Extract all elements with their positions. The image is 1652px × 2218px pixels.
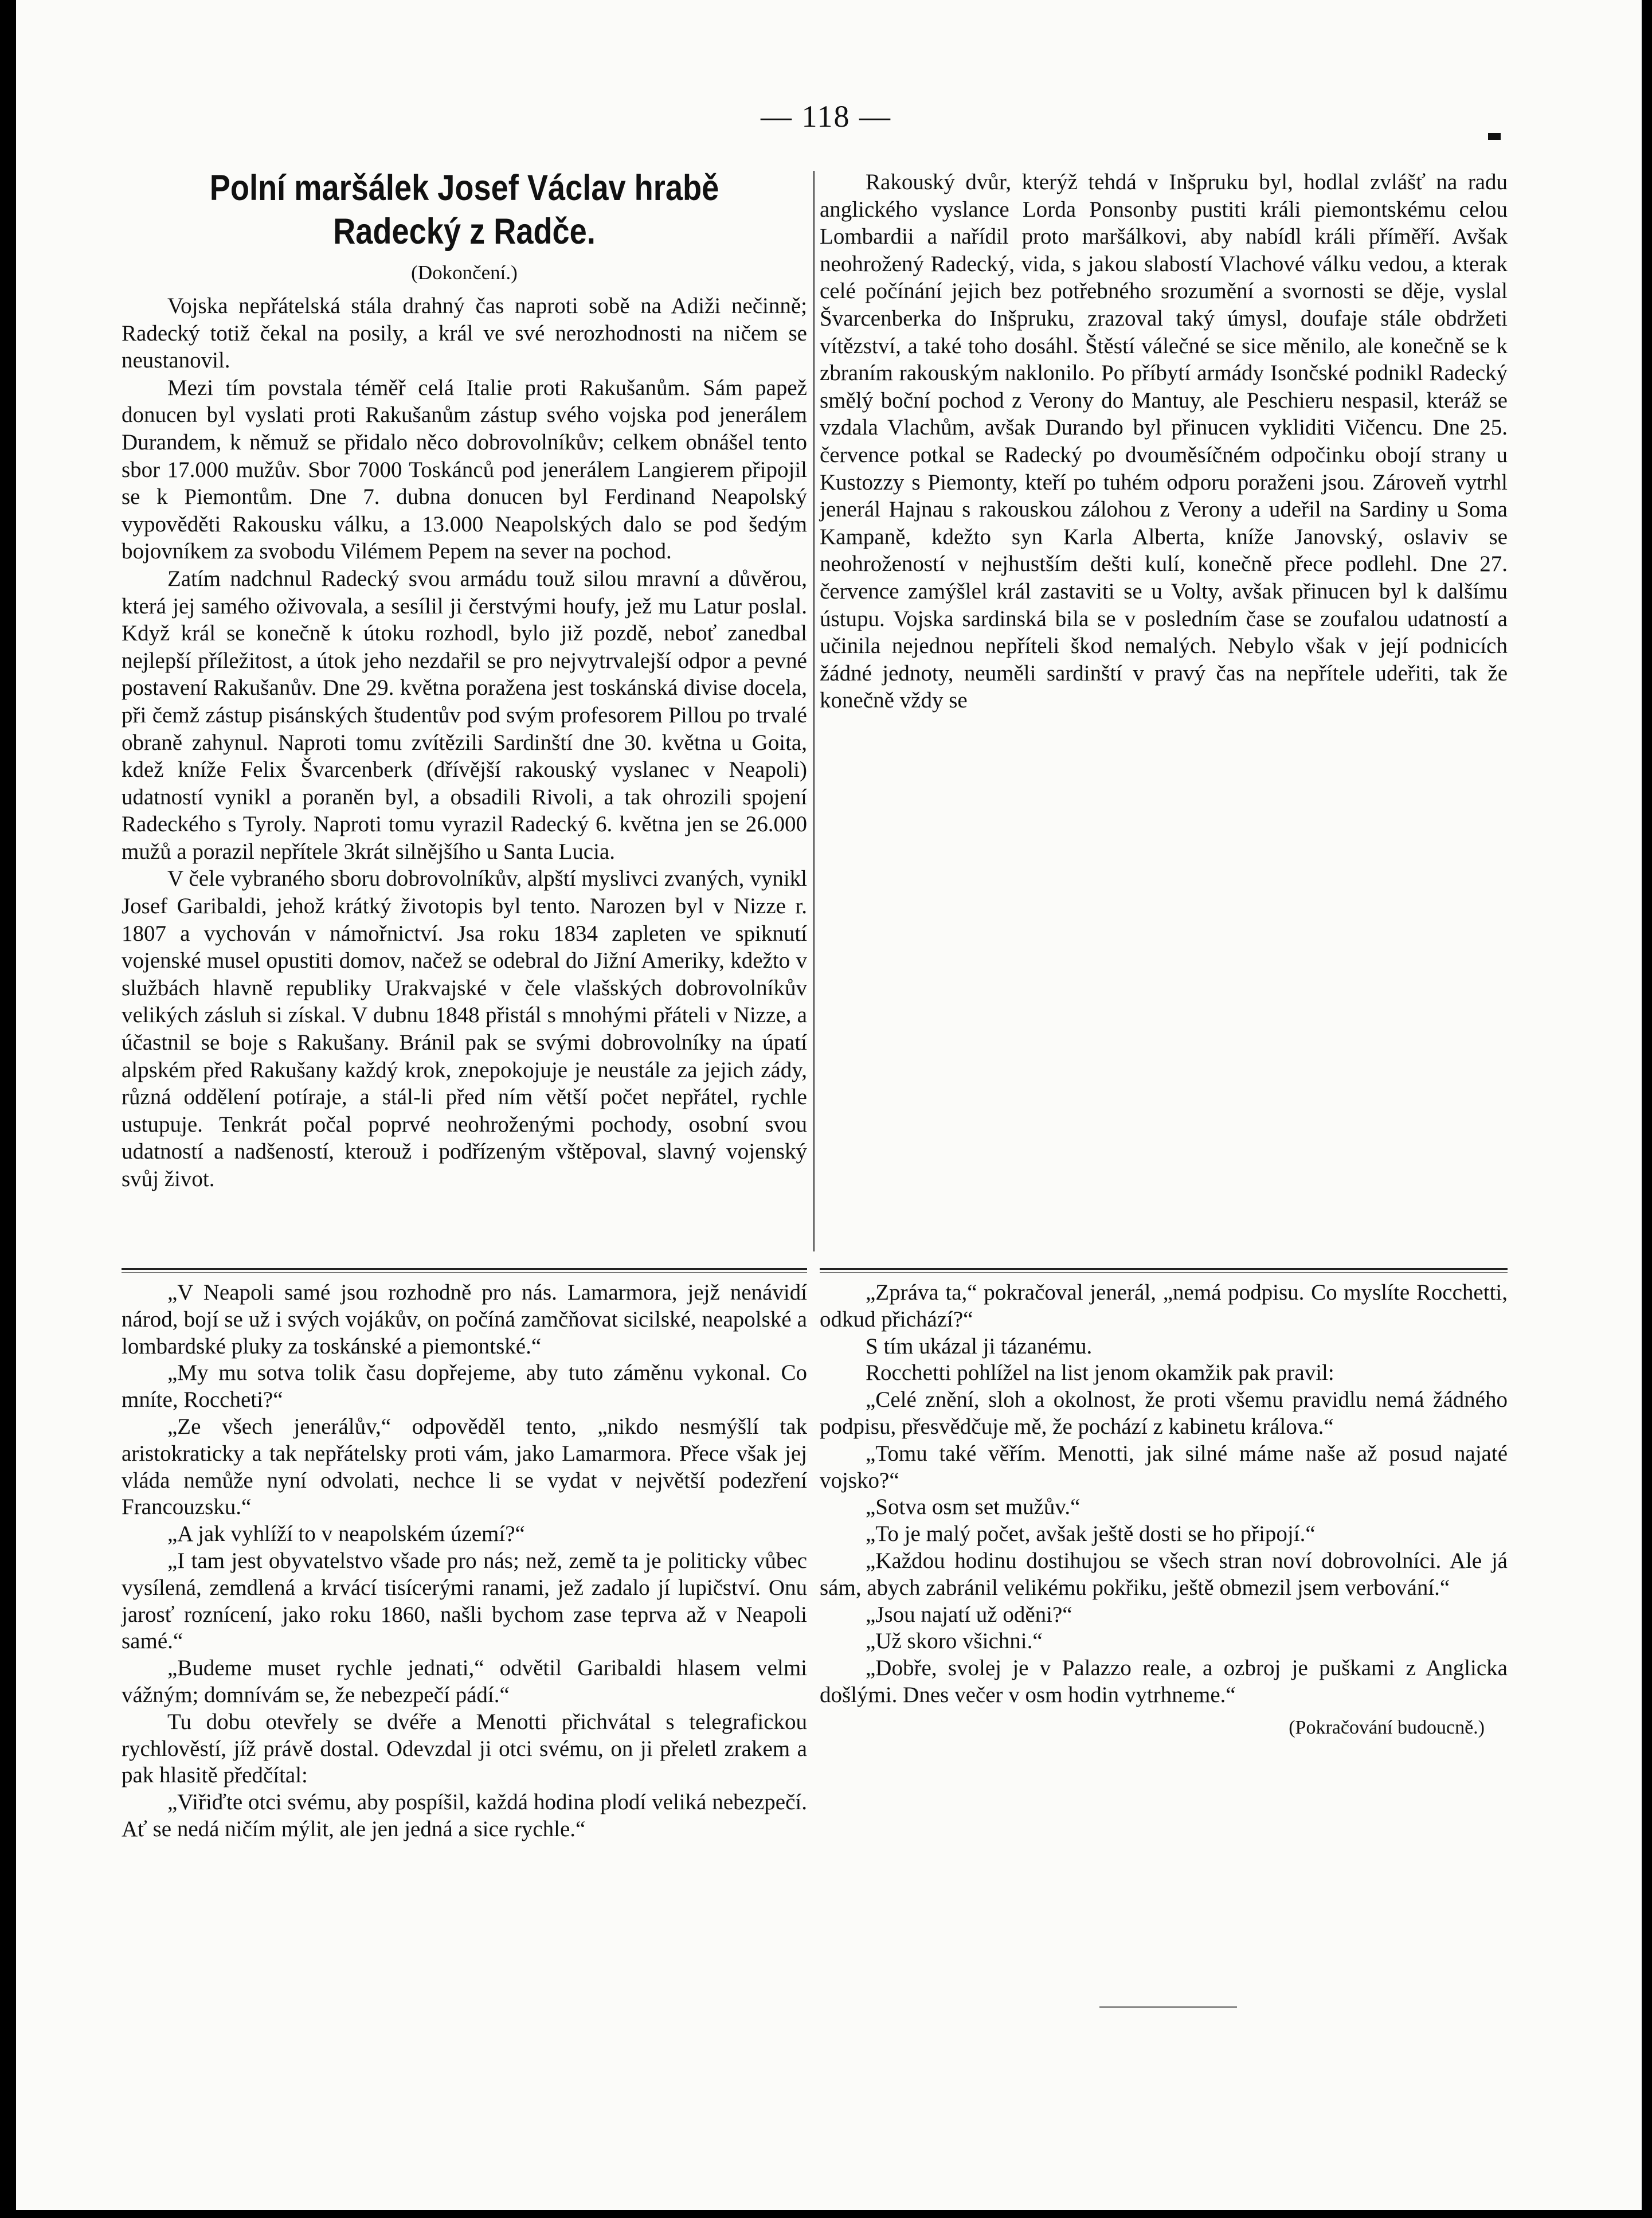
serial-paragraph: „Každou hodinu dostihujou se všech stran noví dobrovolníci. Ale já sám, abych zabránil velikému pokřiku, ještě obmezil jsem verbování.“	[820, 1548, 1508, 1600]
article-title-line-1: Polní maršálek Josef Václav hrabě	[209, 168, 719, 208]
scan-border-left	[0, 0, 16, 2218]
serial-paragraph: „Už skoro všichni.“	[866, 1629, 1043, 1654]
serial-paragraph: „Zpráva ta,“ pokračoval jenerál, „nemá podpisu. Co myslíte Rocchetti, odkud přichází?“	[820, 1280, 1508, 1332]
serial-paragraph: „A jak vyhlíží to v neapolském území?“	[167, 1521, 525, 1547]
serial-paragraph: „Celé znění, sloh a okolnost, že proti všemu pravidlu nemá žádného podpisu, přesvědčuje mě, že pochází z kabinetu králova.“	[820, 1387, 1508, 1439]
feuilleton-rule-right	[820, 1268, 1508, 1270]
feuilleton-rule-left	[122, 1268, 807, 1270]
serial-paragraph: Tu dobu otevřely se dvéře a Menotti přichvátal s telegrafickou rychlověstí, jíž právě dostal. Odevzdal ji otci svému, on ji přeletl zrakem a pak hlasitě předčítal:	[122, 1709, 807, 1788]
end-rule	[1099, 2006, 1237, 2008]
serial-paragraph: „Budeme muset rychle jednati,“ odvětil Garibaldi hlasem velmi vážným; domnívám se, že nebezpečí pádí.“	[122, 1656, 807, 1707]
serial-paragraph: „Ze všech jenerálův,“ odpověděl tento, „nikdo nesmýšlí tak aristokraticky a tak nepřátelsky proti vám, jako Lamarmora. Přece však jej vláda nemůže nyní odvolati, nechce li se vydat v největší podezření Francouzsku.“	[122, 1414, 807, 1520]
article-title	[170, 166, 760, 253]
serial-paragraph: „Dobře, svolej je v Palazzo reale, a ozbroj je puškami z Anglicka došlými. Dnes večer v osm hodin vytrhneme.“	[820, 1656, 1508, 1707]
article-paragraph: Mezi tím povstala téměř celá Italie proti Rakušanům. Sám papež donucen byl vyslati proti Rakušanům zástup svého vojska pod jenerálem Durandem, k němuž se přidalo něco dobrovolníkův; celkem obnášel tento sbor 17.000 mužův. Sbor 7000 Toskánců pod jenerálem Langierem připojil se k Piemontům. Dne 7. dubna donucen byl Ferdinand Neapolský vypověděti Rakousku válku, a 13.000 Neapolských dalo se pod šedým bojovníkem za svobodu Vilémem Pepem na sever na pochod.	[122, 375, 807, 564]
serial-paragraph: Rocchetti pohlížel na list jenom okamžik pak pravil:	[866, 1360, 1334, 1386]
serial-paragraph: „Jsou najatí už oděni?“	[866, 1602, 1072, 1627]
serial-column-right	[820, 1280, 1508, 1739]
serial-paragraph: „My mu sotva tolik času dopřejeme, aby tuto záměnu vykonal. Co mníte, Roccheti?“	[122, 1360, 807, 1413]
article-paragraph: Vojska nepřátelská stála drahný čas naproti sobě na Adiži nečinně; Radecký totiž čekal na posily, a král ve své nerozhodnosti na ničem se neustanovil.	[122, 294, 807, 373]
feuilleton-rule-right-thin	[820, 1272, 1508, 1273]
serial-paragraph: „Tomu také věřím. Menotti, jak silné máme naše až posud najaté vojsko?“	[820, 1441, 1508, 1493]
article-column-left	[122, 166, 807, 1193]
printer-mark	[1488, 133, 1501, 140]
serial-paragraph: „To je malý počet, avšak ještě dosti se ho připojí.“	[866, 1521, 1316, 1547]
page-number: — 118 —	[761, 99, 891, 134]
article-subtitle: (Dokončení.)	[411, 261, 518, 284]
serial-column-left	[122, 1280, 807, 1843]
column-divider	[813, 171, 815, 1251]
serial-paragraph: „Viřiďte otci svému, aby pospíšil, každá hodina plodí veliká nebezpečí. Ať se nedá ničím mýlit, ale jen jedná a sice rychle.“	[122, 1790, 807, 1841]
continuation-note: (Pokračování budoucně.)	[1289, 1716, 1485, 1738]
serial-paragraph: „Sotva osm set mužův.“	[866, 1495, 1081, 1520]
article-paragraph: V čele vybraného sboru dobrovolníkův, alpští myslivci zvaných, vynikl Josef Garibaldi, jehož krátký životopis byl tento. Narozen byl v Nizze r. 1807 a vychován v námořnictví. Jsa roku 1834 zapleten ve spiknutí vojenské musel opustiti domov, načež se odebral do Jižní Ameriky, kdežto v službách hlavně republiky Urakvajské v čele vlašských dobrovolníkův velikých zásluh si získal. V dubnu 1848 přistál s mnohými přáteli v Nizze, a účastnil se boje s Rakušany. Bránil pak se svými dobrovolníky na úpatí alpském před Rakušany každý krok, znepokojuje je neustále za jejich zády, různá oddělení potíraje, a stál-li před ním větší počet nepřátel, rychle ustupuje. Tenkrát počal poprvé neohroženými pochody, osobní svou udatností a nadšeností, kterouž i podřízeným vštěpoval, slavný vojenský svůj život.	[122, 866, 807, 1191]
scan-border-bottom	[0, 2210, 1652, 2218]
article-column-right	[820, 169, 1508, 714]
article-paragraph: Rakouský dvůr, kterýž tehdá v Inšpruku byl, hodlal zvlášť na radu anglického vyslance Lorda Ponsonby pustiti králi piemontskému celou Lombardii a nařídil proto maršálkovi, aby nabídl králi příměří. Avšak neohrožený Radecký, vida, s jakou slabostí Vlachové válku vedou, a kterak celé počínání jejich bez potřebného srozumění a svornosti se děje, vyslal Švarcenberka do Inšpruku, zrazoval taký úmysl, doufaje stále obdržeti vítězství, a také toho dosáhl. Štěstí válečné se sice měnilo, ale konečně se k zbraním rakouským naklonilo. Po příbytí armády Isončské podnikl Radecký smělý boční pochod z Verony do Mantuy, ale Peschieru nespasil, kteráž se vzdala Vlachům, avšak Durando byl přinucen vykliditi Vičencu. Dne 25. července potkal se Radecký po dvouměsíčném odpočinku obojí strany u Kustozzy s Piemonty, kteří po tuhém odporu poraženi jsou. Zároveň vytrhl jenerál Hajnau s rakouskou zálohou z Verony a udeřil na Sardiny u Soma Kampaně, kdežto syn Karla Alberta, kníže Janovský, oslaviv se neohrožeností v nejhustším dešti kulí, konečně přece podlehl. Dne 27. července zamýšlel král zastaviti se u Volty, avšak přinucen byl k dalšímu ústupu. Vojska sardinská bila se v posledním čase se zoufalou udatností a učinila nejednou nepříteli škod nemalých. Nebylo však v její podnicích žádné jednoty, neuměli sardinští v pravý čas na nepřítele udeřiti, tak že konečně vždy se	[820, 170, 1508, 713]
serial-paragraph: „I tam jest obyvatelstvo všade pro nás; než, země ta je politicky vůbec vysílená, zemdlená a krvácí tisícerými ranami, jež zadalo jí lupičství. Onu jarosť roznícení, jako roku 1860, našli bychom zase teprva až v Neapoli samé.“	[122, 1548, 807, 1654]
serial-paragraph: S tím ukázal ji tázanému.	[866, 1333, 1093, 1359]
article-paragraph: Zatím nadchnul Radecký svou armádu touž silou mravní a důvěrou, která jej samého oživovala, a sesílil ji čerstvými houfy, jež mu Latur poslal. Když král se konečně k útoku rozhodl, bylo již pozdě, neboť zanedbal nejlepší příležitost, a útok jeho nezdařil se pro nejvytrvalejší odpor a pevné postavení Rakušanův. Dne 29. května poražena jest toskánská divise docela, při čemž zástup pisánských študentův pod svým profesorem Pillou po trvalé obraně zahynul. Naproti tomu zvítězili Sardinští dne 30. května u Goita, kdež kníže Felix Švarcenberk (dřívější rakouský vyslanec v Neapoli) udatností vynikl a poraněn byl, a obsadili Rivoli, a tak ohrozili spojení Radeckého s Tyroly. Naproti tomu vyrazil Radecký 6. května jen se 26.000 mužů a porazil nepřítele 3krát silnějšího u Santa Lucia.	[122, 566, 807, 864]
scan-border-right	[1642, 0, 1652, 2218]
article-title-line-2: Radecký z Radče.	[333, 212, 596, 252]
serial-paragraph: „V Neapoli samé jsou rozhodně pro nás. Lamarmora, jejž nenávidí národ, bojí se už i svých vojákův, on počíná zamčňovat sicilské, neapolské a lombardské pluky za toskánské a piemontské.“	[122, 1280, 807, 1359]
feuilleton-rule-left-thin	[122, 1272, 807, 1273]
